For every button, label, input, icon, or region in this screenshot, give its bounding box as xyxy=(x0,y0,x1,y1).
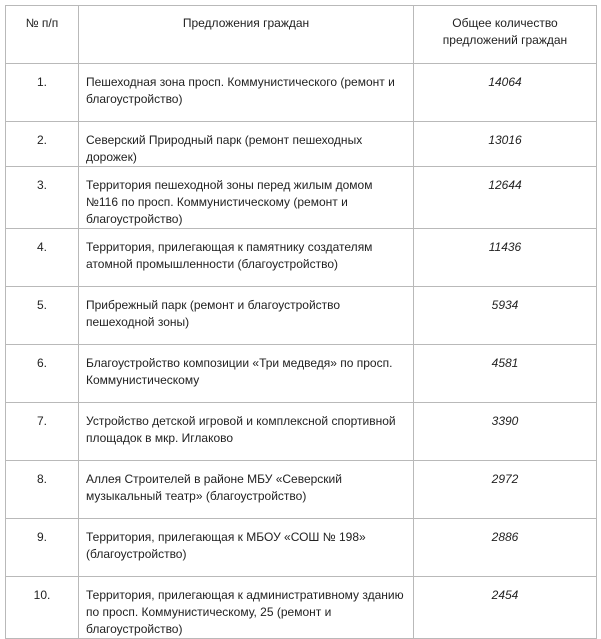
table-row xyxy=(6,519,597,577)
table-row xyxy=(6,287,597,345)
row-count: 14064 xyxy=(414,64,597,122)
row-num: 1. xyxy=(6,64,79,122)
row-count: 5934 xyxy=(414,287,597,345)
row-proposal: Территория, прилегающая к памятнику создателям атомной промышленности (благоустройство) xyxy=(79,229,414,287)
table-row xyxy=(6,577,597,639)
header-row xyxy=(6,6,597,64)
row-proposal: Пешеходная зона просп. Коммунистического (ремонт и благоустройство) xyxy=(79,64,414,122)
table-row xyxy=(6,403,597,461)
row-num: 6. xyxy=(6,345,79,403)
row-count: 12644 xyxy=(414,167,597,229)
row-count: 3390 xyxy=(414,403,597,461)
row-num: 8. xyxy=(6,461,79,519)
row-proposal: Аллея Строителей в районе МБУ «Северский музыкальный театр» (благоустройство) xyxy=(79,461,414,519)
proposals-table xyxy=(5,5,597,639)
header-num: № п/п xyxy=(6,6,79,64)
table-row xyxy=(6,345,597,403)
table-row xyxy=(6,461,597,519)
row-num: 4. xyxy=(6,229,79,287)
row-count: 4581 xyxy=(414,345,597,403)
row-num: 7. xyxy=(6,403,79,461)
row-proposal: Территория, прилегающая к административному зданию по просп. Коммунистическому, 25 (ремонт и благоустройство) xyxy=(79,577,414,639)
row-proposal: Территория пешеходной зоны перед жилым домом №116 по просп. Коммунистическому (ремонт и благоустройство) xyxy=(79,167,414,229)
row-proposal: Благоустройство композиции «Три медведя» по просп. Коммунистическому xyxy=(79,345,414,403)
row-proposal: Прибрежный парк (ремонт и благоустройство пешеходной зоны) xyxy=(79,287,414,345)
row-count: 11436 xyxy=(414,229,597,287)
row-count: 2454 xyxy=(414,577,597,639)
table-row xyxy=(6,229,597,287)
row-num: 10. xyxy=(6,577,79,639)
row-num: 9. xyxy=(6,519,79,577)
header-proposal: Предложения граждан xyxy=(79,6,414,64)
row-count: 2886 xyxy=(414,519,597,577)
table-row xyxy=(6,64,597,122)
table-row xyxy=(6,122,597,167)
row-proposal: Территория, прилегающая к МБОУ «СОШ № 198» (благоустройство) xyxy=(79,519,414,577)
row-proposal: Устройство детской игровой и комплексной спортивной площадок в мкр. Иглаково xyxy=(79,403,414,461)
row-num: 5. xyxy=(6,287,79,345)
row-count: 13016 xyxy=(414,122,597,167)
row-num: 3. xyxy=(6,167,79,229)
row-num: 2. xyxy=(6,122,79,167)
table-row xyxy=(6,167,597,229)
header-count: Общее количество предложений граждан xyxy=(414,6,597,64)
row-count: 2972 xyxy=(414,461,597,519)
row-proposal: Северский Природный парк (ремонт пешеходных дорожек) xyxy=(79,122,414,167)
